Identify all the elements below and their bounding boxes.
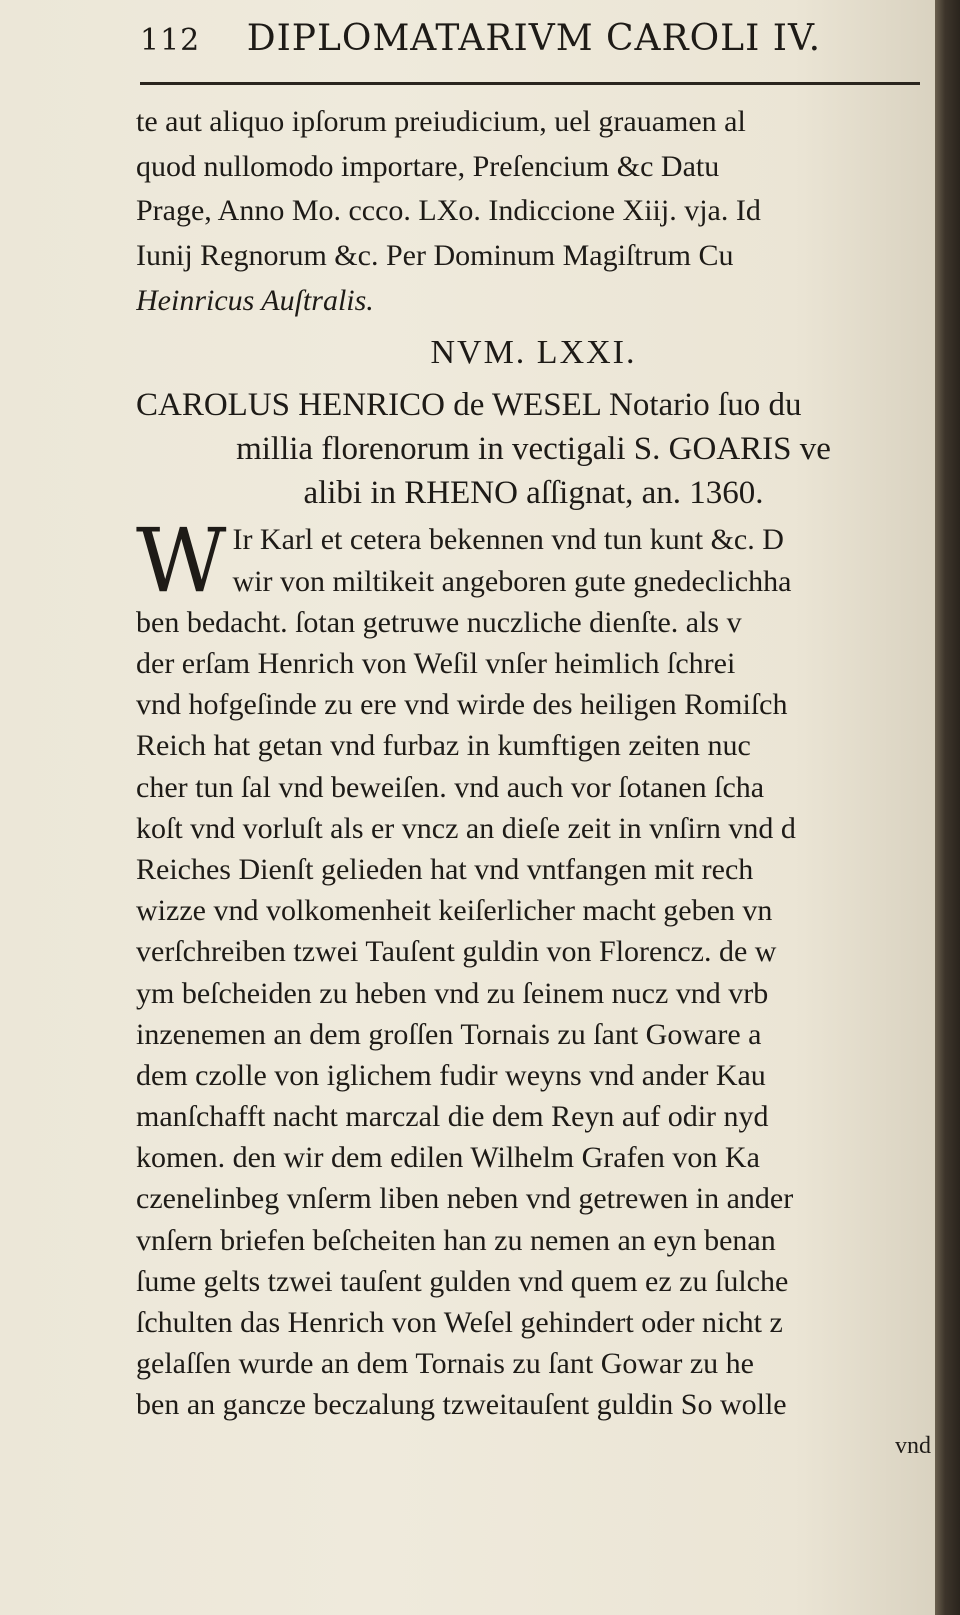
drop-cap: W [136,509,227,613]
text-line: ſume gelts tzwei tauſent gulden vnd quem ez zu ſulche [136,1264,789,1298]
book-gutter [935,0,960,1615]
regest-line: millia florenorum in vectigali S. GOARIS ve [236,431,831,468]
document-regest [136,383,931,515]
text-line: vnd [895,1432,931,1459]
text-line: manſchafft nacht marczal die dem Reyn auf odir nyd [136,1100,769,1134]
text-line: wizze vnd volkomenheit keiſerlicher macht geben vn [136,894,773,928]
text-line: der erſam Henrich von Weſil vnſer heimlich ſchrei [136,647,736,680]
text-line: inzenemen an dem groſſen Tornais zu ſant Goware a [136,1017,762,1051]
regest-line: alibi in RHENO aſſignat, an. 1360. [303,475,764,512]
text-line: Reiches Dienſt gelieden hat vnd vntfangen mit rech [136,852,754,886]
text-line: wir von miltikeit angeboren gute gnedeclichha [232,564,792,598]
text-line: verſchreiben tzwei Tauſent guldin von Florencz. de w [136,935,777,969]
text-line: ym beſcheiden zu heben vnd zu ſeinem nucz vnd vrb [136,976,769,1010]
text-line: vnd hofgeſinde zu ere vnd wirde des heiligen Romiſch [136,688,788,722]
text-line: quod nullomodo importare, Preſencium &c Datu [136,149,720,183]
previous-document-tail [136,100,931,323]
page-number: 112 [140,23,201,58]
header-rule [140,82,920,85]
text-line: komen. den wir dem edilen Wilhelm Grafen von Ka [136,1141,760,1175]
text-line: Heinricus Auſtralis. [136,283,374,317]
text-line: cher tun ſal vnd beweiſen. vnd auch vor ſotanen ſcha [136,770,765,804]
document-text [136,509,931,1466]
running-title: DIPLOMATARIVM CAROLI IV. [246,18,822,59]
document-number: NVM. LXXI. [430,334,637,372]
text-line: Reich hat getan vnd furbaz in kumftigen zeiten nuc [136,729,751,763]
text-line: te aut aliquo ipſorum preiudicium, uel grauamen al [136,105,746,138]
text-line: dem czolle von iglichem fudir weyns vnd ander Kau [136,1058,766,1092]
text-line: czenelinbeg vnſerm liben neben vnd getrewen in ander [136,1182,794,1216]
text-line: ſchulten das Henrich von Weſel gehindert oder nicht z [136,1306,783,1339]
text-line: Prage, Anno Mo. ccco. LXo. Indiccione Xiij. vja. Id [136,194,761,228]
running-header [140,18,930,84]
text-line: gelaſſen wurde an dem Tornais zu ſant Gowar zu he [136,1347,754,1381]
regest-line: CAROLUS HENRICO de WESEL Notario ſuo du [136,387,802,424]
text-line: ben bedacht. ſotan getruwe nuczliche dienſte. als v [136,605,742,639]
text-line: Iunij Regnorum &c. Per Dominum Magiſtrum Cu [136,239,734,273]
page-body [136,100,931,1467]
text-line: koſt vnd vorluſt als er vncz an dieſe zeit in vnſirn vnd d [136,811,796,845]
text-line: Ir Karl et cetera bekennen vnd tun kunt &c. D [232,523,784,557]
text-line: ben an gancze beczalung tzweitauſent guldin So wolle [136,1388,787,1422]
text-line: vnſern briefen beſcheiten han zu nemen an eyn benan [136,1223,776,1257]
